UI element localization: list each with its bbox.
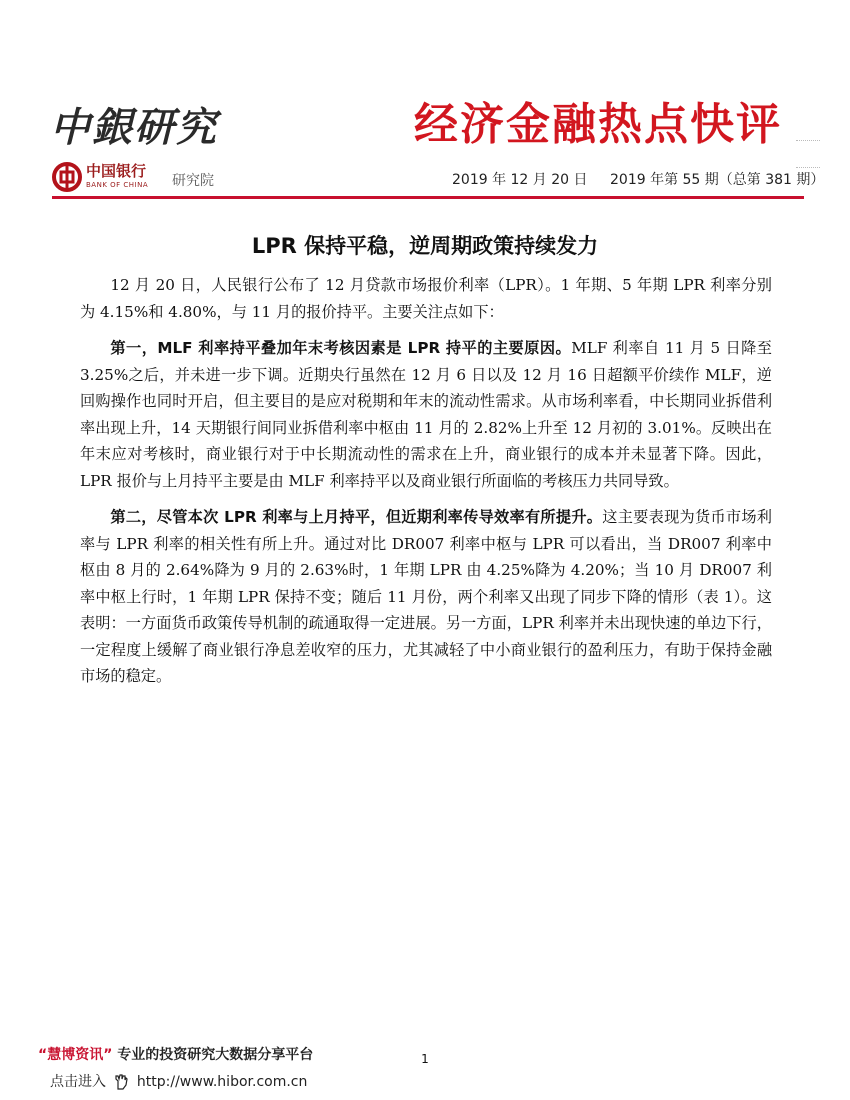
- paragraph-second-point: [80, 504, 772, 690]
- article-body: [80, 272, 772, 700]
- footer-brand: “慧博资讯”: [38, 1047, 113, 1063]
- department-label: 研究院: [172, 173, 214, 189]
- issue-number: 2019 年第 55 期（总第 381 期）: [610, 172, 825, 188]
- publish-date: 2019 年 12 月 20 日: [452, 172, 588, 188]
- footer-url[interactable]: http://www.hibor.com.cn: [136, 1074, 308, 1090]
- bank-name-en: BANK OF CHINA: [86, 181, 149, 189]
- header-divider: [52, 196, 804, 199]
- footer-click-text: 点击进入: [50, 1074, 106, 1090]
- hand-pointer-icon: [112, 1073, 130, 1091]
- publication-title: 经济金融热点快评: [414, 99, 782, 150]
- paragraph-first-point: [80, 335, 772, 494]
- footer-link[interactable]: [50, 1071, 307, 1091]
- footer-slogan-text: 专业的投资研究大数据分享平台: [117, 1047, 314, 1063]
- bank-of-china-logo-icon: [52, 162, 82, 192]
- page-number: 1: [421, 1052, 429, 1066]
- paragraph-body: MLF 利率自 11 月 5 日降至 3.25%之后，并未进一步下调。近期央行虽然在 12 月 6 日以及 12 月 16 日超额平价续作 MLF，逆回购操作也同时开启，但主要目的是应对税期和年末的流动性需求。从市场利率看，中长期同业拆借利率出现上升，14 天期银行间同业拆借利率中枢由 11 月的 2.82%上升至 12 月初的 3.01%。反映出在年末应对考核时，商业银行对于中长期流动性的需求在上升，商业银行的成本并未显著下降。因此，LPR 报价与上月持平主要是由 MLF 利率持平以及商业银行所面临的考核压力共同导致。: [80, 339, 772, 490]
- bank-name-cn: 中国银行: [86, 162, 147, 180]
- paragraph-body: 这主要表现为货币市场利率与 LPR 利率的相关性有所上升。通过对比 DR007 利率中枢与 LPR 可以看出，当 DR007 利率中枢由 8 月的 2.64%降为 9 月的 2.63%时，1 年期 LPR 由 4.25%降为 4.20%；当 10 月 DR007 利率中枢上行时，1 年期 LPR 保持不变；随后 11 月份，两个利率又出现了同步下降的情形（表 1）。这表明：一方面货币政策传导机制的疏通取得一定进展。另一方面，LPR 利率并未出现快速的单边下行，一定程度上缓解了商业银行净息差收窄的压力，尤其减轻了中小商业银行的盈利压力，有助于保持金融市场的稳定。: [80, 508, 772, 685]
- article-title: LPR 保持平稳，逆周期政策持续发力: [251, 234, 599, 258]
- paragraph-lead: 第一，MLF 利率持平叠加年末考核因素是 LPR 持平的主要原因。: [110, 339, 572, 357]
- paragraph-intro: 12 月 20 日，人民银行公布了 12 月贷款市场报价利率（LPR）。1 年期、5 年期 LPR 利率分别为 4.15%和 4.80%，与 11 月的报价持平。主要关注点如下：: [80, 276, 772, 321]
- paragraph-lead: 第二，尽管本次 LPR 利率与上月持平，但近期利率传导效率有所提升。: [110, 508, 603, 526]
- research-logo: 中銀研究: [50, 104, 218, 151]
- decorative-dots: [796, 140, 820, 168]
